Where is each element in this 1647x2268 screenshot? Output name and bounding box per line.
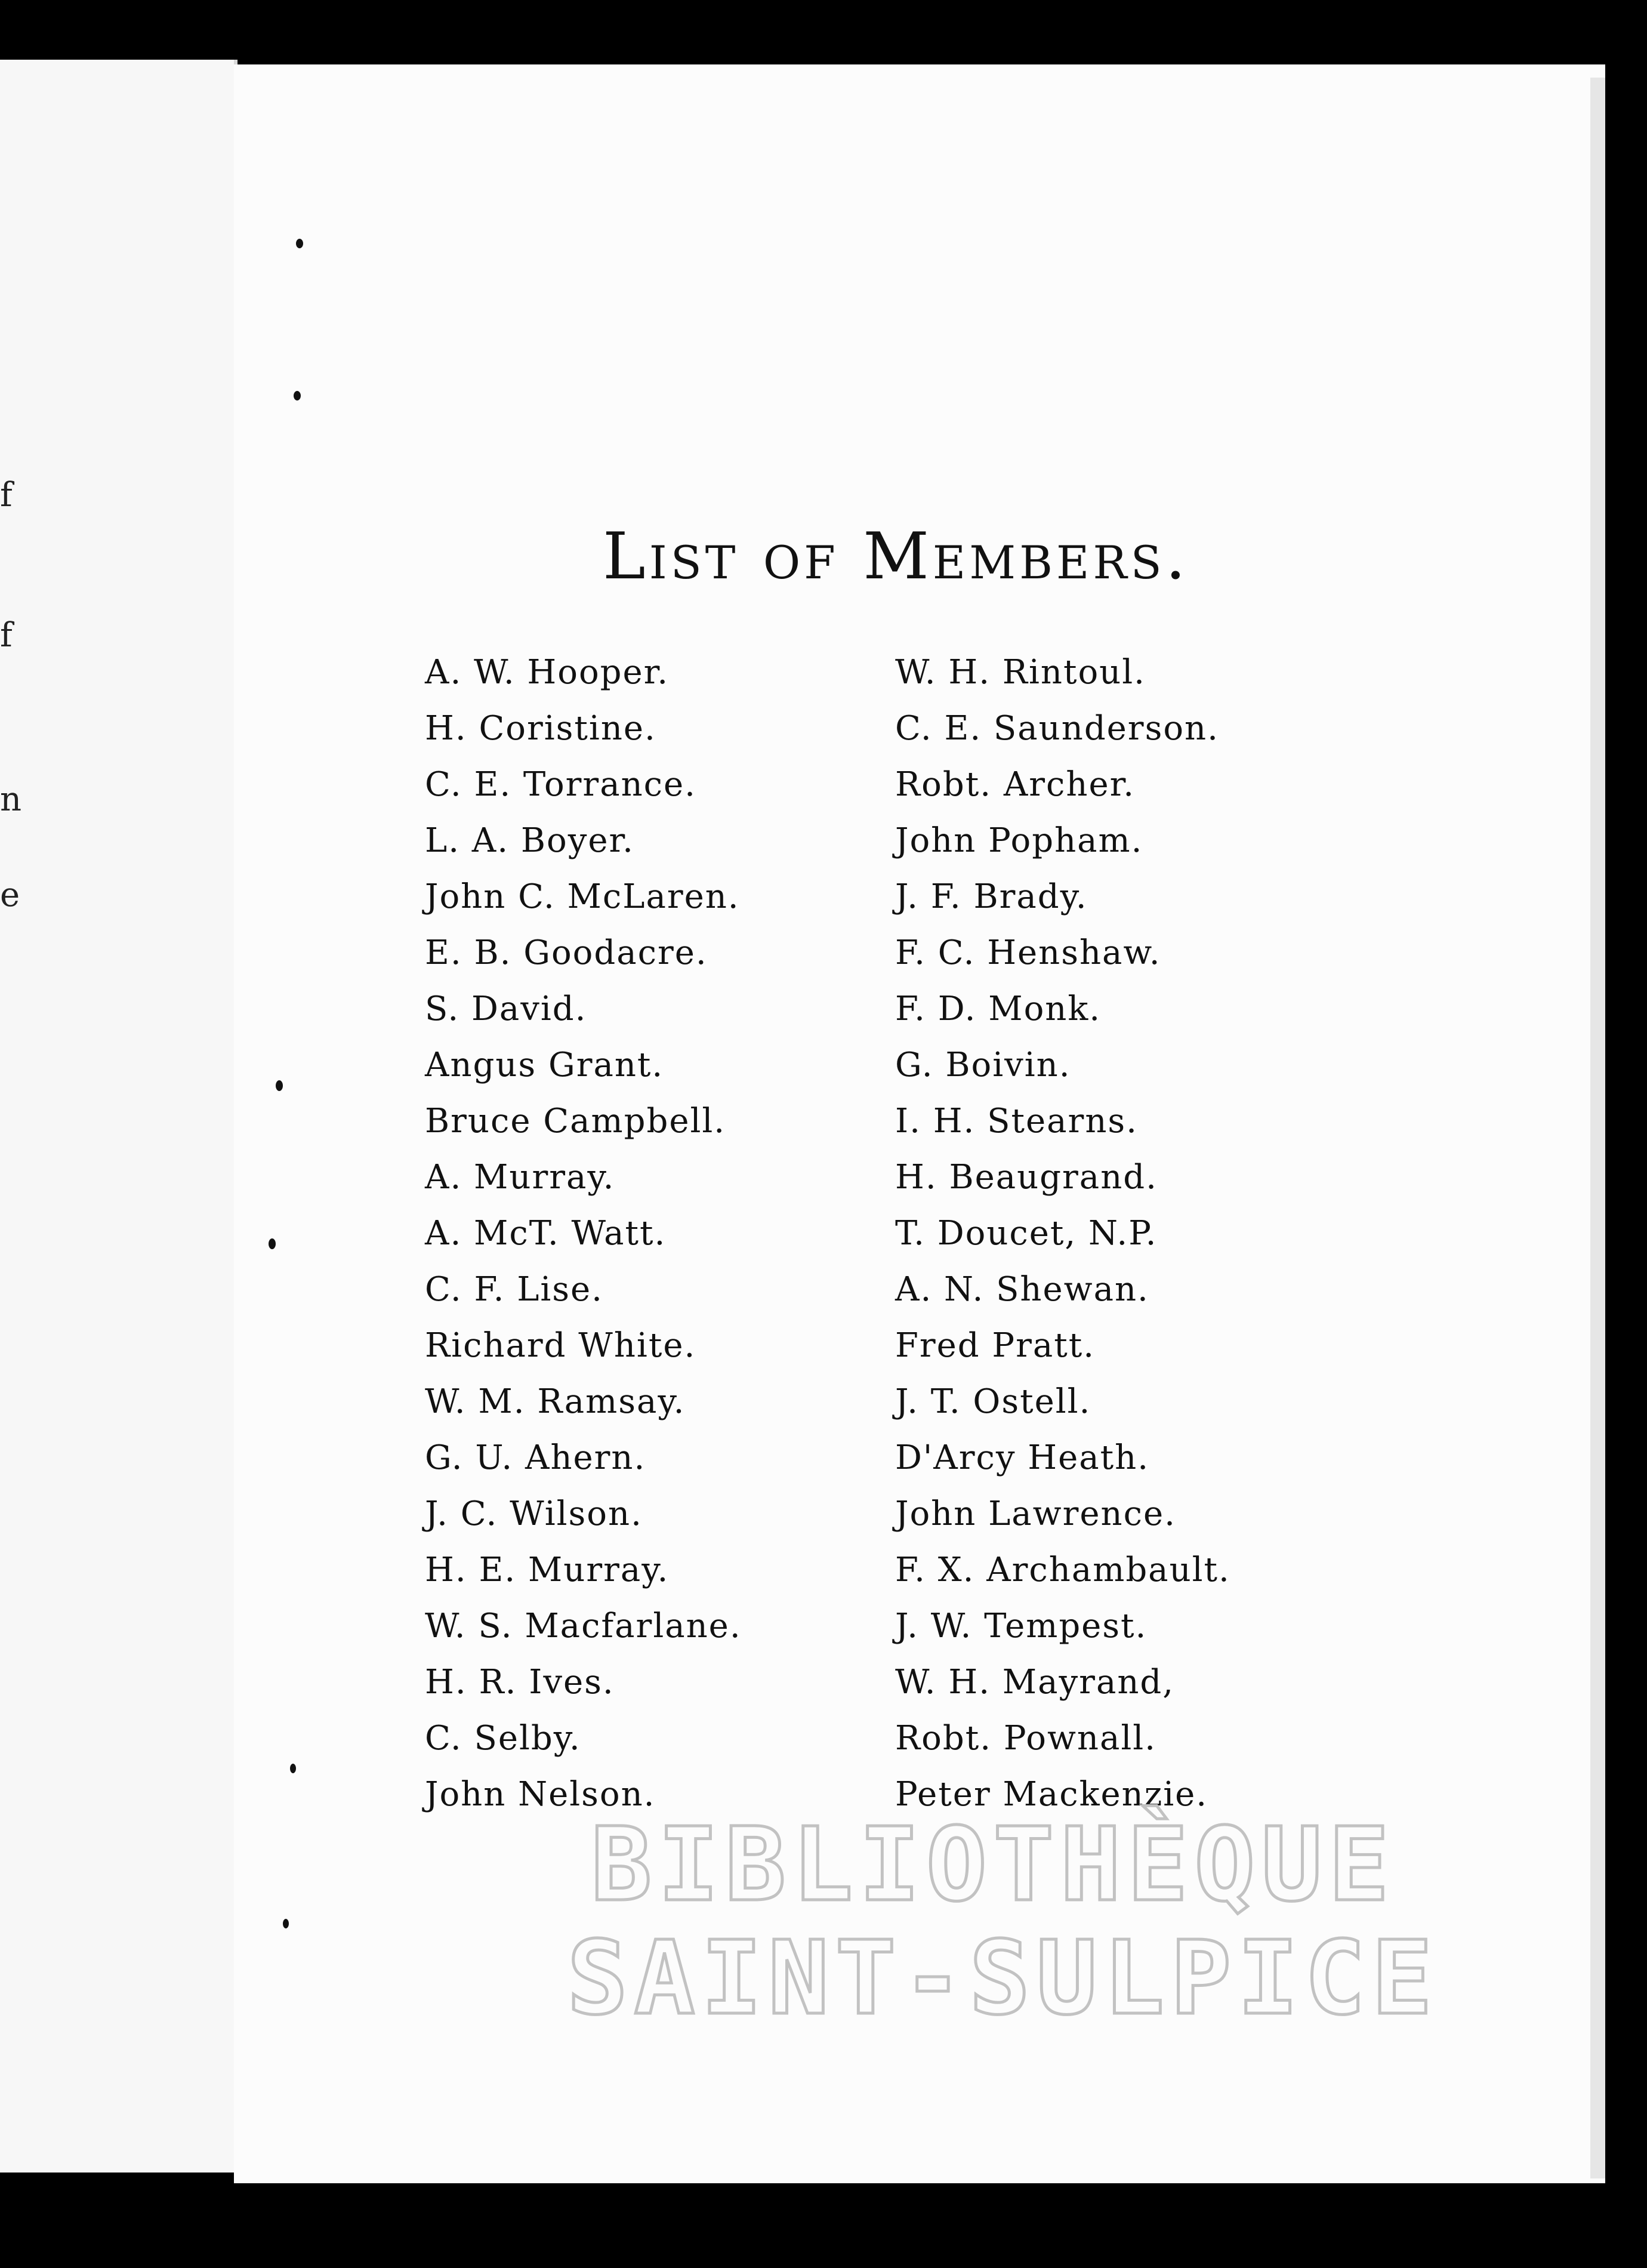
member-name: A. W. Hooper.: [425, 653, 670, 692]
members-column-right: [895, 645, 1230, 1823]
member-name: F. D. Monk.: [895, 990, 1102, 1028]
member-name: W. S. Macfarlane.: [425, 1607, 742, 1645]
member-name: H. E. Murray.: [425, 1551, 670, 1589]
margin-fragment: f: [0, 476, 13, 514]
member-name: C. F. Lise.: [425, 1270, 603, 1309]
stamp-line-1: BIBLIOTHÈQUE: [591, 1806, 1396, 1924]
member-name: H. Coristine.: [425, 709, 656, 748]
stamp-line-2: SAINT-SULPICE: [567, 1919, 1439, 2038]
ink-speck: [290, 1764, 296, 1773]
member-name: J. W. Tempest.: [895, 1607, 1148, 1645]
member-name: H. Beaugrand.: [895, 1158, 1158, 1197]
member-name: John C. McLaren.: [425, 877, 740, 916]
member-name: G. Boivin.: [895, 1046, 1071, 1084]
member-name: John Lawrence.: [895, 1494, 1176, 1533]
page-title: List of Members.: [603, 519, 1190, 594]
member-name: C. E. Torrance.: [425, 765, 696, 804]
member-name: Angus Grant.: [425, 1046, 664, 1084]
member-name: C. Selby.: [425, 1719, 581, 1758]
member-name: L. A. Boyer.: [425, 821, 634, 860]
member-name: John Popham.: [895, 821, 1143, 860]
ink-speck: [283, 1919, 289, 1928]
member-name: Robt. Archer.: [895, 765, 1136, 804]
member-name: Richard White.: [425, 1326, 696, 1365]
ink-speck: [269, 1238, 276, 1249]
ink-speck: [276, 1080, 283, 1091]
member-name: A. McT. Watt.: [425, 1214, 667, 1253]
member-name: A. Murray.: [425, 1158, 615, 1197]
library-perforation-stamp: [567, 1806, 1439, 2059]
member-name: F. X. Archambault.: [895, 1551, 1230, 1589]
facing-page: [0, 60, 238, 2173]
ink-speck: [294, 391, 301, 400]
margin-fragment: f: [0, 616, 13, 655]
ink-speck: [296, 239, 303, 248]
member-name: J. C. Wilson.: [425, 1494, 643, 1533]
margin-fragment: e: [0, 876, 20, 914]
member-name: W. M. Ramsay.: [425, 1382, 686, 1421]
member-name: W. H. Mayrand,: [895, 1663, 1175, 1702]
member-name: A. N. Shewan.: [895, 1270, 1149, 1309]
member-name: Bruce Campbell.: [425, 1102, 726, 1141]
member-name: J. T. Ostell.: [895, 1382, 1091, 1421]
member-name: T. Doucet, N.P.: [895, 1214, 1158, 1253]
member-name: F. C. Henshaw.: [895, 933, 1161, 972]
member-name: C. E. Saunderson.: [895, 709, 1219, 748]
member-name: I. H. Stearns.: [895, 1102, 1138, 1141]
member-name: D'Arcy Heath.: [895, 1438, 1150, 1477]
member-name: E. B. Goodacre.: [425, 933, 708, 972]
member-name: G. U. Ahern.: [425, 1438, 646, 1477]
member-name: John Nelson.: [425, 1775, 656, 1814]
member-name: W. H. Rintoul.: [895, 653, 1146, 692]
member-name: S. David.: [425, 990, 587, 1028]
members-column-left: [425, 645, 742, 1823]
margin-fragment: n: [0, 780, 22, 819]
member-name: J. F. Brady.: [895, 877, 1088, 916]
member-name: Peter Mackenzie.: [895, 1775, 1208, 1814]
page-edge: [1590, 78, 1605, 2178]
member-name: Fred Pratt.: [895, 1326, 1096, 1365]
member-name: Robt. Pownall.: [895, 1719, 1156, 1758]
member-name: H. R. Ives.: [425, 1663, 615, 1702]
